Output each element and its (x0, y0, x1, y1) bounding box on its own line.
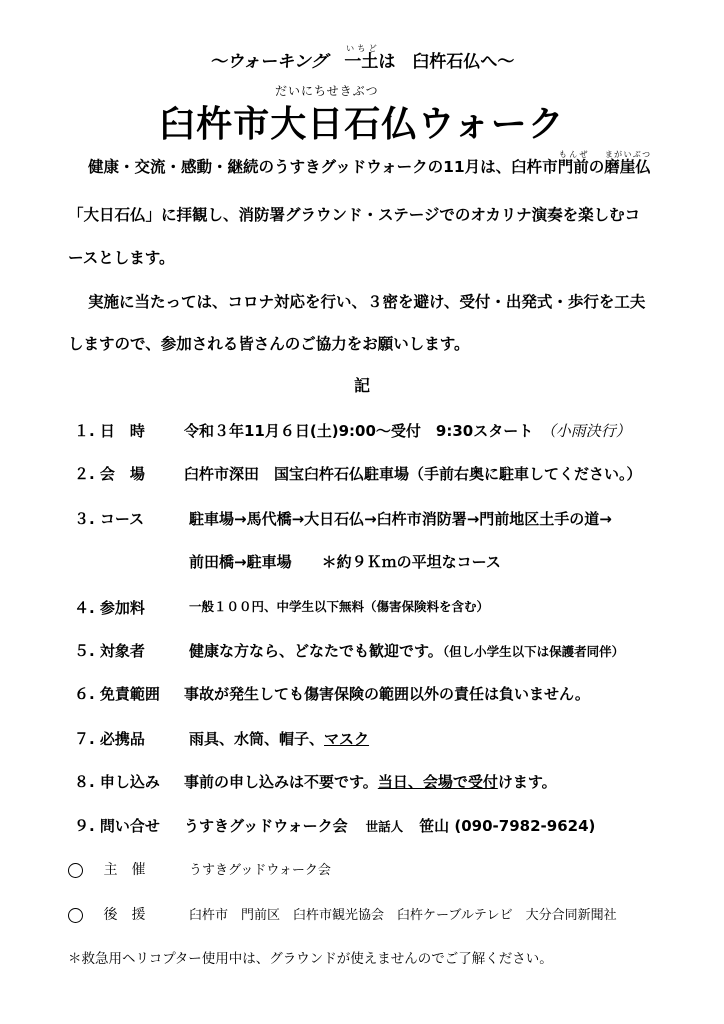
subtitle-prefix: ～ウォーキング (209, 52, 345, 72)
item-label: ５. 対象者 (74, 642, 145, 660)
title-reading: だいにちせきぶつ (275, 84, 379, 98)
item-body: 事故が発生しても傷害保険の範囲以外の責任は負いません。 (184, 685, 590, 703)
item-registration (74, 771, 557, 792)
event-subtitle (0, 44, 724, 72)
intro-line-2: 「大日石仏」に拝観し、消防署グラウンド・ステージでのオカリナ演奏を楽しむコ (68, 206, 641, 224)
item-inquiry (74, 815, 596, 836)
item-body: 雨具、水筒、帽子、 (189, 730, 325, 748)
item-body: 駐車場→馬代橋→大日石仏→臼杵市消防署→門前地区土手の道→ (189, 510, 612, 528)
subtitle-suffix: は 臼杵石仏へ～ (378, 52, 515, 72)
item-body: うすきグッドウォーク会 (184, 817, 348, 835)
item-body-end: けます。 (497, 773, 557, 791)
page-title: 臼杵市大日石仏ウォーク (159, 104, 565, 145)
item-fee (74, 597, 490, 618)
host-label: 主 催 (103, 862, 146, 878)
host-row (68, 859, 331, 879)
intro-line-3: ースとします。 (68, 249, 175, 267)
item-label: ３. コース (74, 510, 145, 528)
circle-bullet-icon (68, 863, 83, 878)
circle-bullet-icon (68, 908, 83, 923)
item-belongings (74, 728, 370, 749)
item-course-line-2: 前田橋→駐車場 ＊約９Ｋｍの平坦なコース (189, 553, 501, 571)
item-body: 健康な方なら、どなたでも歓迎です。 (189, 642, 443, 660)
item-label: ７. 必携品 (74, 730, 145, 748)
item-eligibility (74, 640, 625, 661)
intro-line-5: しますので、参加される皆さんのご協力をお願いします。 (68, 335, 470, 353)
contact-role: 世話人 (365, 819, 404, 834)
item-liability (74, 683, 590, 704)
item-label: ６. 免責範囲 (74, 685, 160, 703)
item-body: 令和３年11月６日(土)9:00～受付 9:30スタート (184, 422, 549, 440)
intro-line-1: 健康・交流・感動・継続のうすきグッドウォークの11月は、臼杵市門前もんぜの磨崖仏まがいぶつ (88, 150, 651, 176)
item-body: 一般１００円、中学生以下無料（傷害保険料を含む） (189, 599, 490, 614)
support-row (68, 904, 617, 924)
item-note: （小雨決行） (548, 422, 631, 440)
item-course (74, 508, 612, 529)
item-body: 事前の申し込みは不要です。 (184, 773, 378, 791)
item-datetime (74, 420, 631, 441)
item-label: ２. 会 場 (74, 465, 145, 483)
subtitle-ruby: 一土いちど (344, 44, 379, 72)
support-names: 臼杵市 門前区 臼杵市観光協会 臼杵ケーブルテレビ 大分合同新聞社 (189, 908, 617, 923)
support-label: 後 援 (103, 907, 146, 923)
item-body: 臼杵市深田 国宝臼杵石仏駐車場（手前右奥に駐車してください。） (184, 465, 642, 483)
item-note: （但し小学生以下は保護者同伴） (442, 644, 625, 659)
contact-info: 笹山 (090-7982-9624) (419, 817, 596, 835)
item-label: ４. 参加料 (74, 599, 145, 617)
item-label: ９. 問い合せ (74, 817, 160, 835)
intro-line-4: 実施に当たっては、コロナ対応を行い、３密を避け、受付・出発式・歩行を工夫 (88, 293, 646, 311)
item-body-underlined: 当日、会場で受付 (377, 773, 498, 791)
item-body-underlined: マスク (324, 730, 370, 748)
item-label: ８. 申し込み (74, 773, 160, 791)
host-name: うすきグッドウォーク会 (189, 863, 331, 878)
footnote: ＊救急用ヘリコプター使用中は、グラウンドが使えませんのでご了解ください。 (68, 951, 553, 967)
item-venue (74, 463, 642, 484)
ki-heading: 記 (353, 376, 370, 395)
item-label: １. 日 時 (74, 422, 145, 440)
